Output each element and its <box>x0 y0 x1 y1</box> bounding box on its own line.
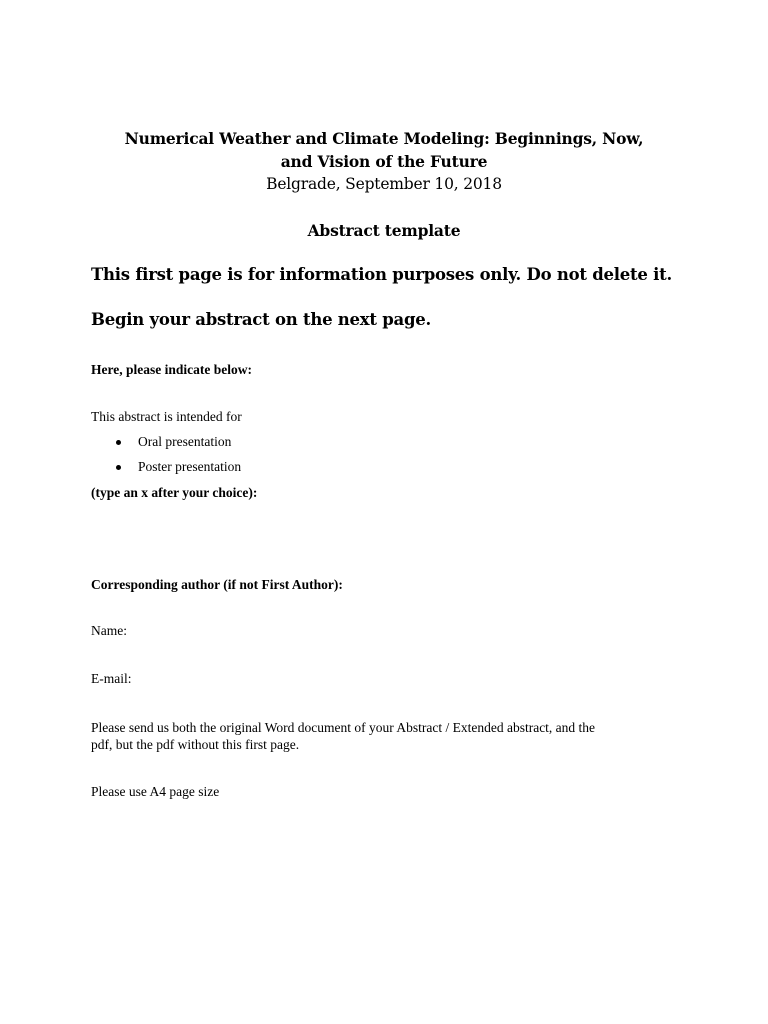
info-only-notice: This first page is for information purposes only. Do not delete it. <box>91 265 673 284</box>
choice-instruction: (type an x after your choice): <box>91 485 258 500</box>
begin-next-page-notice: Begin your abstract on the next page. <box>91 310 432 329</box>
send-instruction-line-1: Please send us both the original Word document of your Abstract / Extended abstract, and the <box>91 720 596 735</box>
send-instruction-line-2: pdf, but the pdf without this first page. <box>91 737 300 752</box>
corresponding-author-label: Corresponding author (if not First Author): <box>91 577 343 592</box>
option-label: Poster presentation <box>138 459 242 474</box>
option-label: Oral presentation <box>138 434 232 449</box>
intended-for-label: This abstract is intended for <box>91 409 242 424</box>
indicate-label: Here, please indicate below: <box>91 362 252 377</box>
document-title-line-1: Numerical Weather and Climate Modeling: Beginnings, Now, <box>124 129 644 148</box>
email-label: E-mail: <box>91 671 132 686</box>
bullet-icon <box>116 440 121 445</box>
template-heading: Abstract template <box>307 221 461 240</box>
name-label: Name: <box>91 623 127 638</box>
page-size-instruction: Please use A4 page size <box>91 784 220 799</box>
location-date: Belgrade, September 10, 2018 <box>266 175 502 193</box>
document-title-line-2: and Vision of the Future <box>280 152 488 171</box>
bullet-icon <box>116 465 121 470</box>
